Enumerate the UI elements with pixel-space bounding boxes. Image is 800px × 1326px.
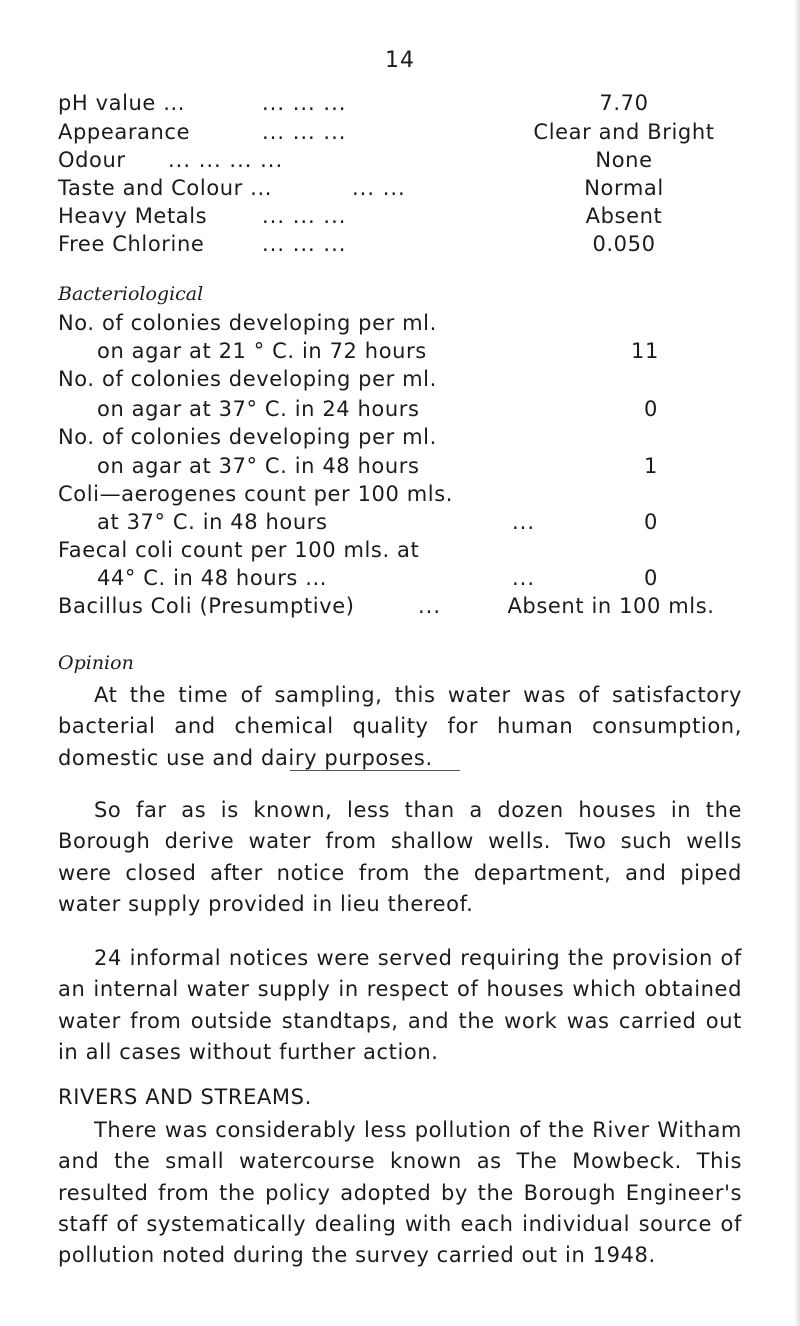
row-label: Free Chlorine bbox=[58, 232, 205, 256]
row-label: Faecal coli count per 100 mls. at bbox=[58, 538, 420, 562]
row-value: 11 bbox=[631, 339, 659, 363]
table-row bbox=[0, 309, 800, 339]
row-label: No. of colonies developing per ml. bbox=[58, 311, 437, 335]
rivers-paragraph: There was considerably less pollution of the River Witham and the small watercourse known as The Mowbeck. This resulted from the policy adopted by the Borough Engineer's staff of systematically dealing with each individual source of pollution noted during the survey carried out in 1948. bbox=[58, 1118, 742, 1268]
table-row bbox=[0, 508, 800, 538]
row-label: No. of colonies developing per ml. bbox=[58, 425, 437, 449]
leader-dots: ... bbox=[418, 594, 442, 618]
row-label: Appearance bbox=[58, 120, 191, 144]
row-label: 44° C. in 48 hours ... bbox=[97, 566, 328, 590]
row-value: 7.70 bbox=[599, 91, 649, 115]
table-row bbox=[0, 146, 800, 176]
row-label: at 37° C. in 48 hours bbox=[97, 510, 328, 534]
row-label: Coli—aerogenes count per 100 mls. bbox=[58, 482, 454, 506]
row-label: on agar at 37° C. in 24 hours bbox=[97, 397, 420, 421]
row-label: Taste and Colour ... bbox=[58, 176, 273, 200]
row-label: pH value ... bbox=[58, 91, 186, 115]
row-value: 0 bbox=[644, 566, 658, 590]
leader-dots: ... ... ... bbox=[262, 204, 347, 228]
bacteriological-heading: Bacteriological bbox=[58, 283, 204, 305]
page-number: 14 bbox=[385, 48, 415, 73]
row-value: Normal bbox=[584, 176, 664, 200]
row-value: Clear and Bright bbox=[533, 120, 715, 144]
opinion-heading: Opinion bbox=[58, 652, 134, 674]
row-label: No. of colonies developing per ml. bbox=[58, 367, 437, 391]
table-row bbox=[0, 365, 800, 395]
row-label: on agar at 21 ° C. in 72 hours bbox=[97, 339, 427, 363]
row-label: on agar at 37° C. in 48 hours bbox=[97, 454, 420, 478]
leader-dots: ... ... bbox=[352, 176, 406, 200]
leader-dots: ... ... ... ... bbox=[168, 148, 284, 172]
section-divider bbox=[290, 770, 460, 771]
table-row bbox=[0, 536, 800, 566]
table-row bbox=[0, 564, 800, 594]
row-value: Absent in 100 mls. bbox=[507, 594, 715, 618]
leader-dots: ... bbox=[512, 566, 536, 590]
row-label: Odour bbox=[58, 148, 126, 172]
table-row bbox=[0, 230, 800, 260]
row-value: 0.050 bbox=[592, 232, 656, 256]
leader-dots: ... ... ... bbox=[262, 91, 347, 115]
table-row bbox=[0, 118, 800, 148]
leader-dots: ... bbox=[512, 510, 536, 534]
rivers-heading: RIVERS AND STREAMS. bbox=[58, 1085, 312, 1109]
table-row bbox=[0, 592, 800, 622]
row-value: Absent bbox=[585, 204, 663, 228]
row-value: 0 bbox=[644, 397, 658, 421]
table-row bbox=[0, 337, 800, 367]
notices-paragraph: 24 informal notices were served requiring the provision of an internal water supply in respect of houses which obtained water from outside standtaps, and the work was carried out in all cases without further action. bbox=[58, 946, 742, 1064]
table-row bbox=[0, 174, 800, 204]
row-label: Bacillus Coli (Presumptive) bbox=[58, 594, 355, 618]
leader-dots: ... ... ... bbox=[262, 232, 347, 256]
table-row bbox=[0, 202, 800, 232]
table-row bbox=[0, 423, 800, 453]
leader-dots: ... ... ... bbox=[262, 120, 347, 144]
row-value: None bbox=[595, 148, 653, 172]
scan-edge-shadow bbox=[794, 0, 800, 1326]
table-row bbox=[0, 89, 800, 119]
wells-paragraph: So far as is known, less than a dozen houses in the Borough derive water from shallow wells. Two such wells were closed after notice from the department, and piped water supply provided in lieu thereof. bbox=[58, 798, 742, 916]
row-value: 1 bbox=[644, 454, 658, 478]
row-value: 0 bbox=[644, 510, 658, 534]
table-row bbox=[0, 480, 800, 510]
opinion-paragraph: At the time of sampling, this water was of satisfactory bacterial and chemical quality for human consumption, domestic use and dairy purposes. bbox=[58, 683, 742, 770]
row-label: Heavy Metals bbox=[58, 204, 208, 228]
table-row bbox=[0, 395, 800, 425]
table-row bbox=[0, 452, 800, 482]
